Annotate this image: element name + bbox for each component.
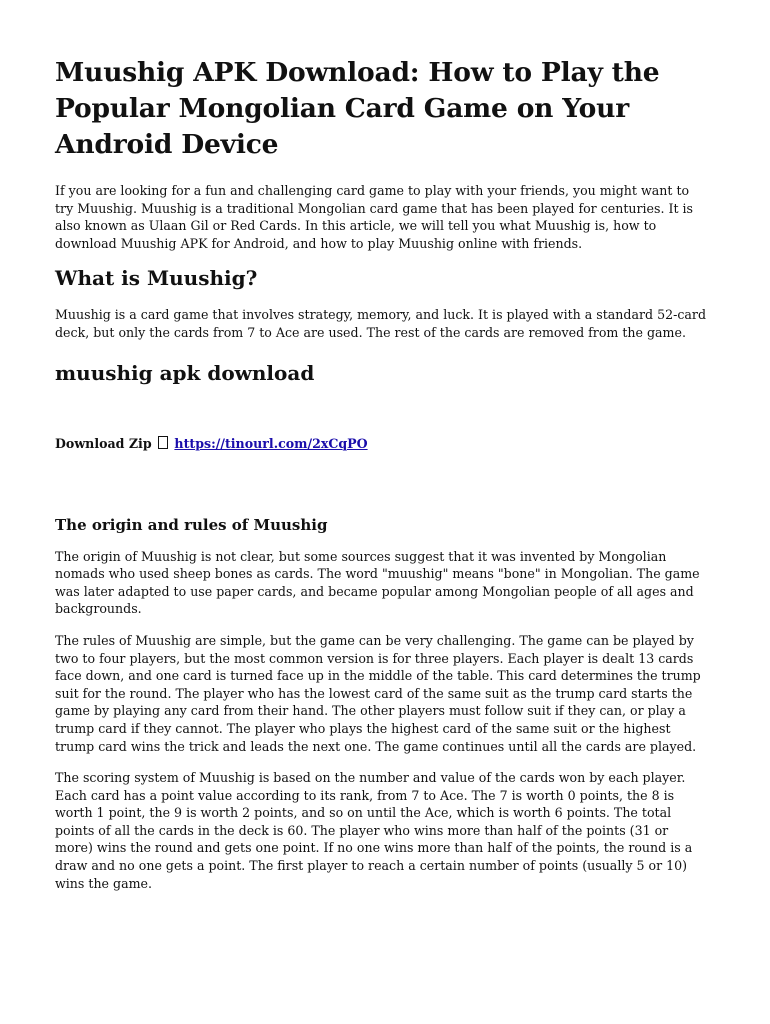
keyword-heading: muushig apk download — [55, 360, 315, 385]
intro-paragraph: If you are looking for a fun and challenging card game to play with your friends, you might want to try Muushig. Muushig is a traditional Mongolian card game that has been played for centuries. It is also known as Ulaan Gil or Red Cards. In this article, we will tell you what Muushig is, how to download Muushig APK for Android, and how to play Muushig online with friends. — [55, 183, 693, 251]
download-line — [55, 435, 710, 452]
page-title: Muushig APK Download: How to Play the Popular Mongolian Card Game on Your Android Device — [55, 57, 660, 160]
document-page — [55, 55, 710, 906]
download-label: Download Zip — [55, 435, 152, 451]
origin-paragraph: The origin of Muushig is not clear, but some sources suggest that it was invented by Mongolian nomads who used sheep bones as cards. The word "muushig" means "bone" in Mongolian. The game was later adapted to use paper cards, and became popular among Mongolian people of all ages and backgrounds. — [55, 548, 700, 617]
scoring-paragraph: The scoring system of Muushig is based on the number and value of the cards won by each player. Each card has a point value according to its rank, from 7 to Ace. The 7 is worth 0 points, the 8 is worth 1 point, the 9 is worth 2 points, and so on until the Ace, which is worth 6 points. The total points of all the cards in the deck is 60. The player who wins more than half of the points (31 or more) wins the round and gets one point. If no one wins more than half of the points, the round is a draw and no one gets a point. The first player to reach a certain number of points (usually 5 or 10) wins the game. — [55, 770, 693, 891]
section-heading-origin-rules: The origin and rules of Muushig — [55, 515, 328, 534]
what-is-muushig-paragraph: Muushig is a card game that involves strategy, memory, and luck. It is played with a standard 52-card deck, but only the cards from 7 to Ace are used. The rest of the cards are removed from the game. — [55, 307, 706, 340]
rules-paragraph: The rules of Muushig are simple, but the game can be very challenging. The game can be played by two to four players, but the most common version is for three players. Each player is dealt 13 cards face down, and one card is turned face up in the middle of the table. This card determines the trump suit for the round. The player who has the lowest card of the same suit as the trump card starts the game by playing any card from their hand. The other players must follow suit if they can, or play a trump card if they cannot. The player who plays the highest card of the same suit or the highest trump card wins the trick and leads the next one. The game continues until all the cards are played. — [55, 632, 701, 754]
section-heading-what-is-muushig: What is Muushig? — [55, 266, 258, 291]
download-link[interactable]: https://tinourl.com/2xCqPO — [174, 435, 368, 451]
missing-glyph-icon — [158, 436, 168, 449]
